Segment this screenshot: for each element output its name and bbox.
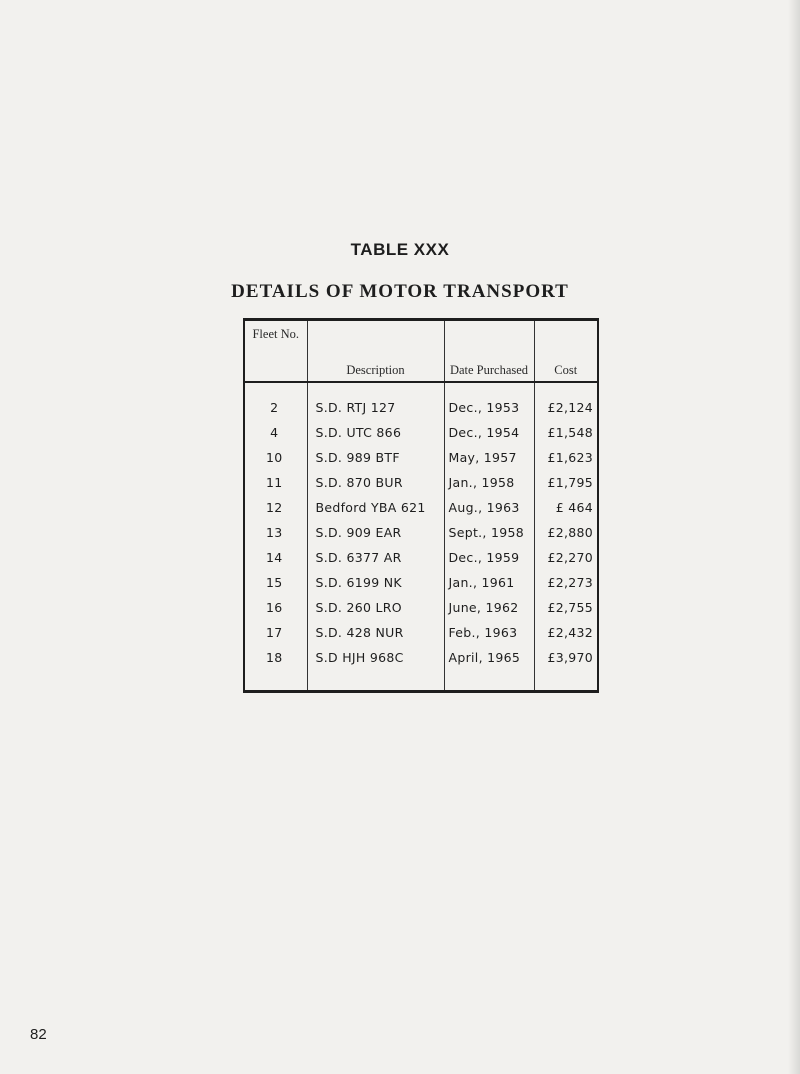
header-description: Description — [307, 320, 444, 383]
table-row — [244, 620, 598, 645]
header-date-purchased: Date Purchased — [444, 320, 534, 383]
header-fleet-no: Fleet No. — [244, 320, 307, 383]
table-row — [244, 420, 598, 445]
table-subtitle: DETAILS OF MOTOR TRANSPORT — [231, 281, 569, 302]
table-header-row — [244, 320, 598, 383]
cell-fleet-no: 16 — [265, 600, 283, 615]
cell-date-purchased: Dec., 1954 — [444, 420, 534, 445]
table-row — [244, 545, 598, 570]
cell-description: S.D HJH 968C — [307, 645, 444, 692]
table-row — [244, 495, 598, 520]
cell-fleet-no: 2 — [270, 400, 279, 415]
cell-description: S.D. 6199 NK — [307, 570, 444, 595]
cell-description: S.D. 428 NUR — [307, 620, 444, 645]
cell-description: S.D. 870 BUR — [307, 470, 444, 495]
cell-description: S.D. 909 EAR — [307, 520, 444, 545]
cell-date-purchased: Dec., 1959 — [444, 545, 534, 570]
table-row — [244, 520, 598, 545]
cell-cost: £1,795 — [534, 470, 598, 495]
cell-fleet-no: 10 — [265, 450, 283, 465]
cell-date-purchased: Jan., 1958 — [444, 470, 534, 495]
cell-fleet-no: 11 — [265, 475, 283, 490]
table-row — [244, 645, 598, 692]
cell-fleet-no: 4 — [270, 425, 279, 440]
cell-fleet-no: 18 — [265, 650, 283, 665]
cell-cost: £2,270 — [534, 545, 598, 570]
table-row — [244, 570, 598, 595]
cell-date-purchased: April, 1965 — [444, 645, 534, 692]
header-cost: Cost — [534, 320, 598, 383]
cell-description: Bedford YBA 621 — [307, 495, 444, 520]
cell-cost: £3,970 — [534, 645, 598, 692]
cell-fleet-no: 12 — [265, 500, 283, 515]
cell-description: S.D. 260 LRO — [307, 595, 444, 620]
table-row — [244, 445, 598, 470]
table-row — [244, 470, 598, 495]
cell-fleet-no: 17 — [265, 625, 283, 640]
cell-description: S.D. UTC 866 — [307, 420, 444, 445]
motor-transport-table — [243, 318, 599, 693]
cell-cost: £2,432 — [534, 620, 598, 645]
cell-date-purchased: June, 1962 — [444, 595, 534, 620]
cell-cost: £2,755 — [534, 595, 598, 620]
table-row — [244, 595, 598, 620]
cell-cost: £1,623 — [534, 445, 598, 470]
page-edge-shadow — [788, 0, 800, 1074]
cell-date-purchased: Aug., 1963 — [444, 495, 534, 520]
table-row — [244, 382, 598, 420]
cell-description: S.D. 6377 AR — [307, 545, 444, 570]
cell-fleet-no: 15 — [265, 575, 283, 590]
cell-description: S.D. RTJ 127 — [307, 382, 444, 420]
cell-cost: £2,124 — [534, 382, 598, 420]
cell-fleet-no: 13 — [265, 525, 283, 540]
cell-date-purchased: Dec., 1953 — [444, 382, 534, 420]
cell-fleet-no: 14 — [265, 550, 283, 565]
cell-date-purchased: Feb., 1963 — [444, 620, 534, 645]
cell-cost: £1,548 — [534, 420, 598, 445]
cell-date-purchased: Sept., 1958 — [444, 520, 534, 545]
cell-cost: £2,880 — [534, 520, 598, 545]
table-title: TABLE XXX — [350, 240, 450, 259]
cell-date-purchased: May, 1957 — [444, 445, 534, 470]
cell-cost: £ 464 — [534, 495, 598, 520]
cell-description: S.D. 989 BTF — [307, 445, 444, 470]
page-number: 82 — [30, 1026, 47, 1043]
cell-cost: £2,273 — [534, 570, 598, 595]
cell-date-purchased: Jan., 1961 — [444, 570, 534, 595]
